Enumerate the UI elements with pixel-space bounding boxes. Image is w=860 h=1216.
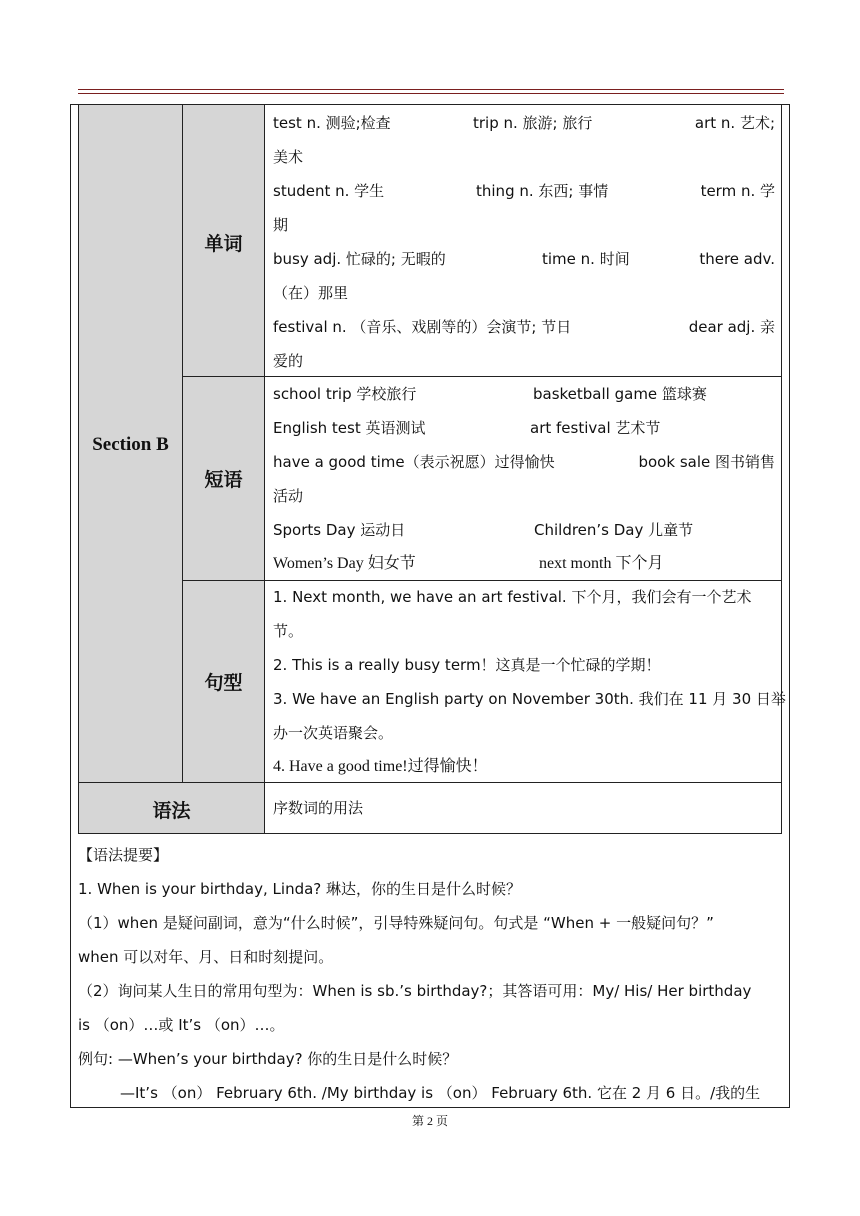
table-border-top [78, 104, 782, 105]
grammar-cell [273, 791, 775, 825]
vocab-item: term n. 学 [700, 182, 775, 200]
notes-text: （1）when 是疑问副词，意为“什么时候”，引导特殊疑问句。句式是 “When + 一般疑问句？” [78, 914, 714, 932]
vocab-item: trip n. 旅游; 旅行 [473, 114, 593, 132]
phrase-item: book sale 图书销售 [638, 453, 775, 471]
vocab-item: test n. 测验;检查 [273, 114, 391, 132]
notes-line [78, 974, 784, 1008]
sentence-text: 3. We have an English party on November 30th. 我们在 11 月 30 日举 [273, 690, 786, 708]
header-rule-bottom [78, 93, 784, 94]
sentence-line [273, 750, 775, 784]
vocab-item: dear adj. 亲 [688, 318, 775, 336]
phrase-item: school trip 学校旅行 [273, 385, 417, 403]
notes-text: 1. When is your birthday, Linda? 琳达，你的生日是什么时候？ [78, 880, 522, 898]
phrase-item: art festival 艺术节 [530, 419, 661, 437]
phrase-line [273, 445, 775, 479]
sentence-line [273, 648, 775, 682]
sentence-line [273, 682, 786, 716]
phrase-item: next month 下个月 [539, 555, 664, 572]
notes-line [78, 1042, 784, 1076]
phrase-item: Children’s Day 儿童节 [534, 521, 694, 539]
phrase-line [273, 513, 775, 547]
phrase-item: basketball game 篮球赛 [533, 385, 707, 403]
notes-line [78, 1008, 784, 1042]
vocab-item: busy adj. 忙碌的; 无暇的 [273, 250, 446, 268]
notes-line [78, 940, 784, 974]
sentence-text: 2. This is a really busy term！这真是一个忙碌的学期！ [273, 656, 661, 674]
vocab-line [273, 174, 775, 208]
notes-heading-text: 【语法提要】 [78, 846, 169, 864]
vocab-line [273, 242, 775, 276]
vocab-cell [273, 106, 775, 378]
notes-line [78, 906, 784, 940]
notes-text: is （on）…或 It’s （on）…。 [78, 1016, 285, 1034]
sentence-text: 4. Have a good time!过得愉快！ [273, 758, 488, 775]
phrase-item: Sports Day 运动日 [273, 521, 406, 539]
vocab-item: student n. 学生 [273, 182, 385, 200]
notes-line [78, 872, 784, 906]
header-rule-top [78, 89, 784, 90]
vocab-item: 美术 [273, 148, 304, 166]
vocab-item: 期 [273, 216, 289, 234]
sentence-line [273, 716, 775, 750]
phrase-item: Women’s Day 妇女节 [273, 555, 416, 572]
row-label-sentences: 句型 [204, 671, 243, 694]
vocab-item: art n. 艺术; [694, 114, 775, 132]
notes-text: —It’s （on） February 6th. /My birthday is （on） February 6th. 它在 2 月 6 日。/我的生 [120, 1084, 761, 1102]
phrases-cell [273, 377, 775, 581]
table-border-left [78, 104, 79, 834]
vocab-line [273, 140, 775, 174]
vocab-item: （在）那里 [273, 284, 349, 302]
vocab-item: there adv. [699, 250, 775, 268]
row-label-phrases: 短语 [204, 468, 243, 491]
notes-line [78, 1076, 784, 1110]
vocab-line [273, 106, 775, 140]
phrase-item: English test 英语测试 [273, 419, 426, 437]
vocab-item: thing n. 东西; 事情 [476, 182, 609, 200]
notes-text: （2）询问某人生日的常用句型为：When is sb.’s birthday?；其答语可用：My/ His/ Her birthday [78, 982, 752, 1000]
notes-text: when 可以对年、月、日和时刻提问。 [78, 948, 334, 966]
grammar-notes [78, 838, 784, 1110]
phrase-item: have a good time（表示祝愿）过得愉快 [273, 453, 555, 471]
vocab-line [273, 208, 775, 242]
notes-heading [78, 838, 784, 872]
section-label: Section B [92, 434, 169, 455]
page-number: 第 2 页 [411, 1114, 448, 1128]
vocab-line [273, 276, 775, 310]
sentence-line [273, 580, 775, 614]
grammar-text: 序数词的用法 [273, 799, 364, 817]
vocab-item: 爱的 [273, 352, 304, 370]
grammar-label: 语法 [152, 799, 191, 822]
sentence-text: 1. Next month, we have an art festival. 下个月，我们会有一个艺术 [273, 588, 752, 606]
sentence-line [273, 614, 775, 648]
sentences-cell [273, 580, 786, 784]
notes-text: 例句: —When’s your birthday? 你的生日是什么时候？ [78, 1050, 458, 1068]
vocab-item: time n. 时间 [542, 250, 630, 268]
sentence-text: 节。 [273, 622, 304, 640]
row-label-vocab: 单词 [204, 232, 243, 255]
table-border-right [781, 104, 782, 834]
table-border-bottom [78, 833, 782, 834]
phrase-line [273, 377, 775, 411]
table-divider-label [264, 104, 265, 834]
grammar-line [273, 791, 775, 825]
phrase-line [273, 411, 775, 445]
phrase-line [273, 547, 775, 581]
sentence-text: 办一次英语聚会。 [273, 724, 394, 742]
phrase-line [273, 479, 775, 513]
phrase-item: 活动 [273, 487, 304, 505]
vocab-item: festival n. （音乐、戏剧等的）会演节; 节日 [273, 318, 572, 336]
vocab-line [273, 310, 775, 344]
vocab-line [273, 344, 775, 378]
